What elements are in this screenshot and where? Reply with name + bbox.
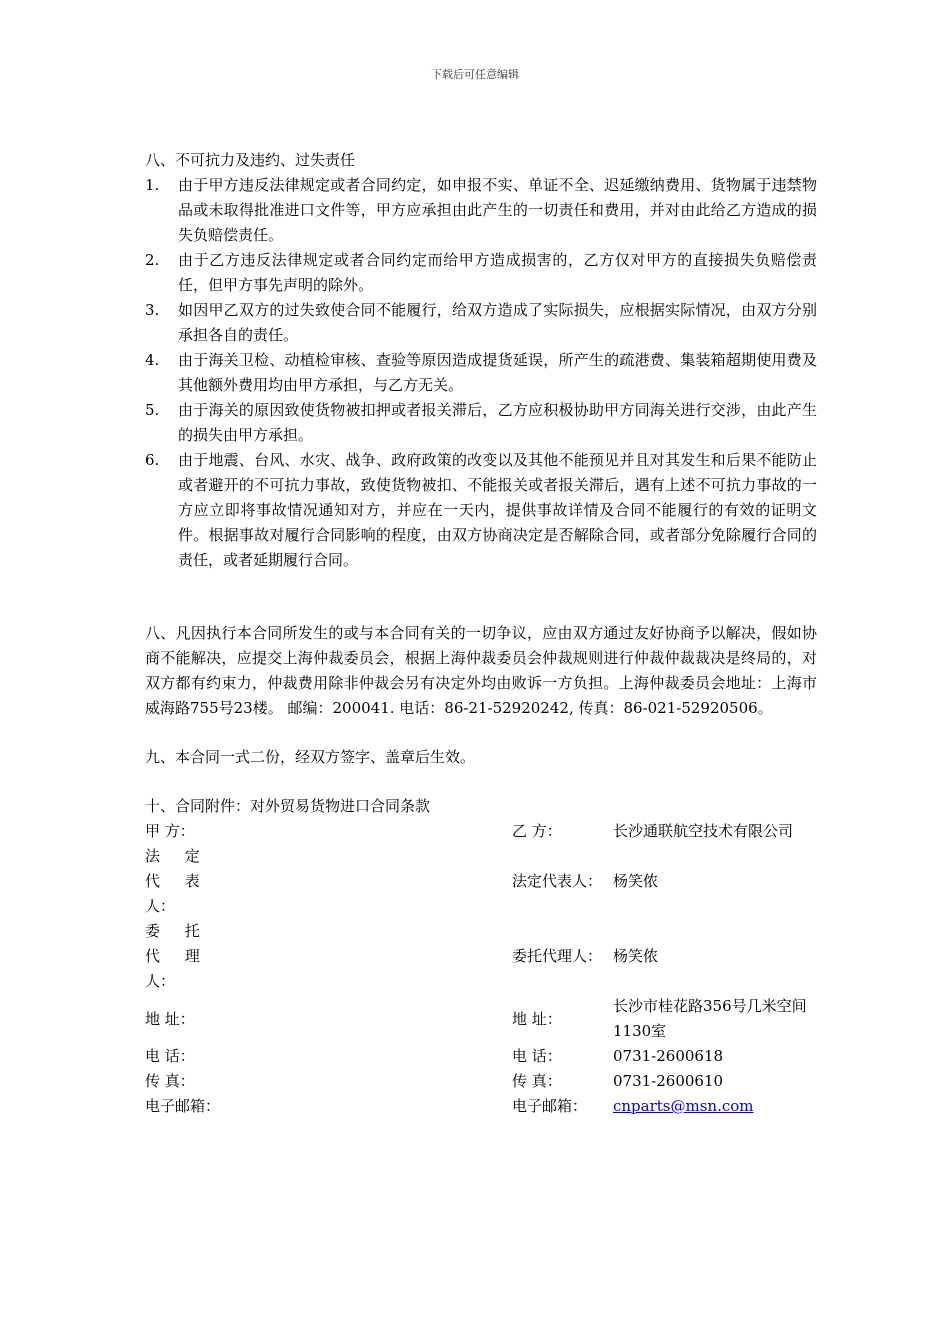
clause-number: 5. xyxy=(145,401,160,419)
clause-item xyxy=(145,398,817,448)
party-b-rep-value: 杨笑侬 xyxy=(613,872,659,890)
party-b-name-label: 乙 方： xyxy=(512,822,562,840)
party-b-phone-value: 0731-2600618 xyxy=(613,1047,724,1065)
party-b-rep-label: 法定代表人： xyxy=(512,872,603,890)
party-a-name-label: 甲 方： xyxy=(145,822,195,840)
party-a-phone-value xyxy=(245,1044,512,1069)
party-a-agent-label xyxy=(145,919,245,994)
clause-item xyxy=(145,298,817,348)
clause-item xyxy=(145,348,817,398)
clause-text: 由于海关卫检、动植检审核、查验等原因造成提货延误，所产生的疏港费、集装箱超期使用费及其他额外费用均由甲方承担，与乙方无关。 xyxy=(178,351,817,394)
party-a-agent-label-line1: 委 托 代 理 xyxy=(145,922,210,965)
clause-text: 由于乙方违反法律规定或者合同约定而给甲方造成损害的，乙方仅对甲方的直接损失负赔偿责任，但甲方事先声明的除外。 xyxy=(178,251,817,294)
clause-item xyxy=(145,173,817,248)
document-body xyxy=(145,148,817,1119)
party-a-phone-label: 电 话： xyxy=(145,1047,195,1065)
signature-row-party xyxy=(145,819,845,844)
clause-text: 由于地震、台风、水灾、战争、政府政策的改变以及其他不能预见并且对其发生和后果不能防止或者避开的不可抗力事故，致使货物被扣、不能报关或者报关滞后，遇有上述不可抗力事故的一方应立即将事故情况通知对方，并应在一天内，提供事故详情及合同不能履行的有效的证明文件。根据事故对履行合同影响的程度，由双方协商决定是否解除合同，或者部分免除履行合同的责任，或者延期履行合同。 xyxy=(178,451,817,569)
attachment-paragraph: 十、合同附件：对外贸易货物进口合同条款 xyxy=(145,797,431,815)
party-b-phone-label: 电 话： xyxy=(512,1047,562,1065)
party-b-email-label: 电子邮箱： xyxy=(512,1097,588,1115)
clause-number: 4. xyxy=(145,351,160,369)
signature-table xyxy=(145,819,845,1119)
page-header-note: 下载后可任意编辑 xyxy=(431,68,519,81)
party-b-fax-label: 传 真： xyxy=(512,1072,562,1090)
clause-text: 由于甲方违反法律规定或者合同约定，如申报不实、单证不全、迟延缴纳费用、货物属于违禁物品或未取得批准进口文件等，甲方应承担由此产生的一切责任和费用，并对由此给乙方造成的损失负赔偿责任。 xyxy=(178,176,817,244)
clause-text: 如因甲乙双方的过失致使合同不能履行，给双方造成了实际损失，应根据实际情况，由双方分别承担各自的责任。 xyxy=(178,301,817,344)
liability-clause-list xyxy=(145,173,817,573)
party-b-agent-label: 委托代理人： xyxy=(512,947,603,965)
party-b-address-label: 地 址： xyxy=(512,1009,562,1028)
party-a-rep-label-line1: 法 定 代 表 xyxy=(145,847,210,890)
party-b-address-line2: 1130室 xyxy=(613,1022,667,1040)
arbitration-paragraph: 八、凡因执行本合同所发生的或与本合同有关的一切争议，应由双方通过友好协商予以解决，假如协商不能解决，应提交上海仲裁委员会，根据上海仲裁委员会仲裁规则进行仲裁仲裁裁决是终局的，对双方都有约束力，仲裁费用除非仲裁会另有决定外均由败诉一方负担。上海仲裁委员会地址：上海市威海路755号23楼。 邮编：200041. 电话：86-21-52920242, 传真：86-021-52920506。 xyxy=(145,624,817,717)
party-a-rep-label xyxy=(145,844,245,919)
party-a-fax-label: 传 真： xyxy=(145,1072,195,1090)
spacer xyxy=(145,721,817,745)
party-a-rep-value xyxy=(245,844,512,919)
party-a-address-label: 地 址： xyxy=(145,1009,195,1028)
party-a-name-value xyxy=(245,819,512,844)
spacer xyxy=(145,770,817,794)
signature-row-email xyxy=(145,1094,845,1119)
party-b-name-value: 长沙通联航空技术有限公司 xyxy=(613,822,794,840)
party-a-agent-value xyxy=(245,919,512,994)
copies-paragraph: 九、本合同一式二份，经双方签字、盖章后生效。 xyxy=(145,748,476,766)
party-b-fax-value: 0731-2600610 xyxy=(613,1072,724,1090)
party-b-email-link[interactable]: cnparts@msn.com xyxy=(613,1097,754,1115)
section-8a-title: 八、不可抗力及违约、过失责任 xyxy=(145,151,356,169)
signature-row-representative xyxy=(145,844,845,919)
signature-row-phone xyxy=(145,1044,845,1069)
spacer xyxy=(145,573,817,621)
clause-text: 由于海关的原因致使货物被扣押或者报关滞后，乙方应积极协助甲方同海关进行交涉，由此产生的损失由甲方承担。 xyxy=(178,401,817,444)
party-a-fax-value xyxy=(245,1069,512,1094)
clause-number: 3. xyxy=(145,301,160,319)
clause-item xyxy=(145,248,817,298)
clause-number: 2. xyxy=(145,251,160,269)
clause-number: 1. xyxy=(145,176,160,194)
party-a-email-label: 电子邮箱： xyxy=(145,1097,221,1115)
party-b-address-line1: 长沙市桂花路356号几米空间 xyxy=(613,997,807,1015)
signature-row-address xyxy=(145,994,845,1044)
party-b-email-cell xyxy=(613,1094,845,1119)
clause-number: 6. xyxy=(145,451,160,469)
party-a-rep-label-line2: 人： xyxy=(145,897,176,915)
party-b-address-value xyxy=(613,994,845,1044)
party-a-address-value xyxy=(245,994,512,1044)
clause-item xyxy=(145,448,817,573)
signature-row-agent xyxy=(145,919,845,994)
signature-row-fax xyxy=(145,1069,845,1094)
party-b-agent-value: 杨笑侬 xyxy=(613,947,659,965)
party-a-email-value xyxy=(245,1094,512,1119)
party-a-agent-label-line2: 人： xyxy=(145,972,176,990)
